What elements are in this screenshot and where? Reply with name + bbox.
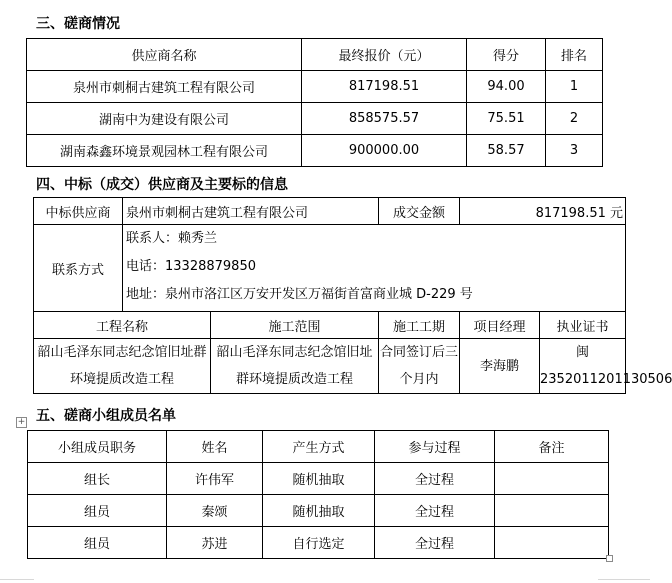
final-price: 900000.00: [302, 135, 467, 167]
rank: 2: [546, 103, 603, 135]
header-name: 姓名: [167, 431, 263, 463]
member-process: 全过程: [375, 527, 495, 559]
member-process: 全过程: [375, 463, 495, 495]
member-remarks: [495, 463, 609, 495]
move-handle-icon[interactable]: +: [17, 417, 26, 427]
page-edge-divider: [0, 579, 34, 580]
winning-bidder-table: [33, 197, 672, 394]
header-rank: 排名: [546, 39, 603, 71]
final-price: 817198.51: [302, 71, 467, 103]
table-row: [27, 71, 603, 103]
header-final-price: 最终报价（元）: [302, 39, 467, 71]
member-name: 秦颂: [167, 495, 263, 527]
member-method: 随机抽取: [263, 463, 375, 495]
amount-label: 成交金额: [379, 198, 460, 225]
member-remarks: [495, 495, 609, 527]
section5-title: 五、磋商小组成员名单: [36, 408, 176, 424]
header-process: 参与过程: [375, 431, 495, 463]
project-name: 韶山毛泽东同志纪念馆旧址群环境提质改造工程: [34, 339, 211, 394]
final-price: 858575.57: [302, 103, 467, 135]
rank: 1: [546, 71, 603, 103]
score: 58.57: [467, 135, 546, 167]
member-remarks: [495, 527, 609, 559]
project-row: [34, 339, 626, 394]
header-role: 小组成员职务: [28, 431, 167, 463]
header-method: 产生方式: [263, 431, 375, 463]
supplier-name: 湖南森鑫环境景观园林工程有限公司: [27, 135, 302, 167]
table-header-row: [28, 431, 609, 463]
header-remarks: 备注: [495, 431, 609, 463]
member-method: 自行选定: [263, 527, 375, 559]
table-row: [27, 135, 603, 167]
table-row: [28, 463, 609, 495]
header-supplier: 供应商名称: [27, 39, 302, 71]
section4-title: 四、中标（成交）供应商及主要标的信息: [36, 177, 288, 193]
table-row: [28, 495, 609, 527]
header-score: 得分: [467, 39, 546, 71]
contact-address: 地址：泉州市洛江区万安开发区万福街首富商业城 D-229 号: [126, 287, 473, 302]
supplier-name: 泉州市刺桐古建筑工程有限公司: [27, 71, 302, 103]
panel-members-table: [27, 430, 609, 559]
project-scope: 韶山毛泽东同志纪念馆旧址群环境提质改造工程: [211, 339, 379, 394]
score: 94.00: [467, 71, 546, 103]
table-header-row: [27, 39, 603, 71]
member-name: 苏进: [167, 527, 263, 559]
winner-name: 泉州市刺桐古建筑工程有限公司: [123, 198, 379, 225]
contact-person: 联系人：赖秀兰: [126, 231, 218, 246]
rank: 3: [546, 135, 603, 167]
contact-label: 联系方式: [34, 225, 123, 312]
project-header-row: [34, 312, 626, 339]
bidding-results-table: [26, 38, 603, 167]
header-period: 施工工期: [379, 312, 460, 339]
member-role: 组员: [28, 495, 167, 527]
project-period: 合同签订后三个月内: [379, 339, 460, 394]
header-certificate: 执业证书: [540, 312, 626, 339]
supplier-name: 湖南中为建设有限公司: [27, 103, 302, 135]
table-row: [27, 103, 603, 135]
amount-value: 817198.51 元: [460, 198, 626, 225]
page-edge-divider: [598, 579, 650, 580]
contact-phone: 电话：13328879850: [126, 259, 256, 274]
header-project-name: 工程名称: [34, 312, 211, 339]
score: 75.51: [467, 103, 546, 135]
table-row: [28, 527, 609, 559]
header-scope: 施工范围: [211, 312, 379, 339]
contact-details: [123, 225, 626, 312]
project-certificate: 闽 2352011201130506: [540, 339, 626, 394]
member-name: 许伟军: [167, 463, 263, 495]
member-role: 组员: [28, 527, 167, 559]
member-method: 随机抽取: [263, 495, 375, 527]
winner-label: 中标供应商: [34, 198, 123, 225]
header-manager: 项目经理: [460, 312, 540, 339]
section3-title: 三、磋商情况: [36, 16, 120, 32]
resize-handle-icon[interactable]: [606, 555, 613, 562]
member-role: 组长: [28, 463, 167, 495]
project-manager: 李海鹏: [460, 339, 540, 394]
winner-row: [34, 198, 626, 225]
member-process: 全过程: [375, 495, 495, 527]
contact-row: [34, 225, 626, 312]
